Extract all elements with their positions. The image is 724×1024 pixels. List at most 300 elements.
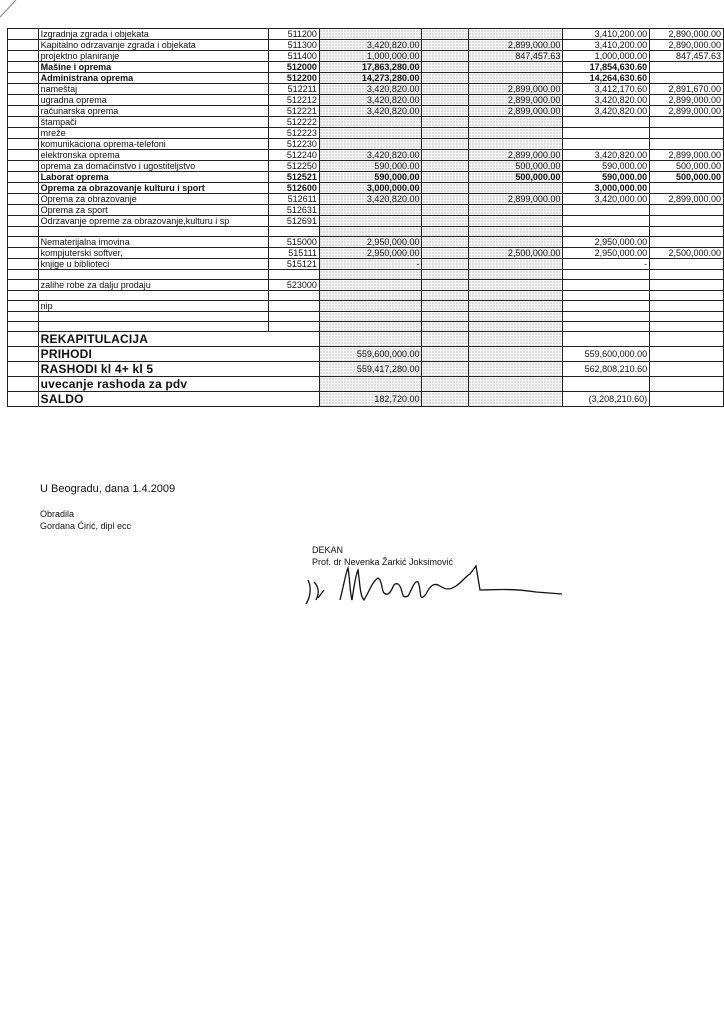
blank-cell — [422, 84, 468, 95]
blank-cell — [8, 73, 39, 84]
blank-cell — [422, 237, 468, 248]
realized-value — [468, 29, 563, 40]
blank-cell — [422, 161, 468, 172]
table-row — [8, 205, 724, 216]
plan-value: 3,420,820.00 — [319, 106, 422, 117]
blank-cell — [422, 194, 468, 205]
blank-cell — [422, 62, 468, 73]
base-value: 847,457.63 — [650, 51, 724, 62]
total-value: 3,420,820.00 — [563, 106, 650, 117]
blank-cell — [422, 270, 468, 280]
account-label: Oprema za obrazovanje — [38, 194, 269, 205]
table-row — [8, 259, 724, 270]
total-value: 2,950,000.00 — [563, 248, 650, 259]
base-value — [650, 301, 724, 312]
account-label: ugradna oprema — [38, 95, 269, 106]
blank-cell — [8, 150, 39, 161]
table-row — [8, 29, 724, 40]
plan-value: 3,420,820.00 — [319, 194, 422, 205]
base-value: 2,899,000.00 — [650, 106, 724, 117]
plan-value: 3,420,820.00 — [319, 95, 422, 106]
base-value — [650, 227, 724, 237]
table-row — [8, 62, 724, 73]
dean-title: DEKAN — [312, 545, 344, 555]
recap-total-value: 559,600,000.00 — [563, 347, 650, 362]
recap-row — [8, 362, 724, 377]
realized-value — [468, 291, 563, 301]
account-label: projektno planiranje — [38, 51, 269, 62]
blank-cell — [422, 377, 468, 392]
recap-row — [8, 332, 724, 347]
account-code: 515000 — [269, 237, 320, 248]
base-value — [650, 216, 724, 227]
total-value — [563, 128, 650, 139]
blank-cell — [422, 73, 468, 84]
base-value: 2,899,000.00 — [650, 150, 724, 161]
prepared-name: Gordana Ćirić, dipl ecc — [40, 521, 132, 531]
total-value: 3,410,200.00 — [563, 29, 650, 40]
total-value: 3,420,000.00 — [563, 194, 650, 205]
account-code: 512211 — [269, 84, 320, 95]
plan-value: 17,863,280.00 — [319, 62, 422, 73]
account-label: nameštaj — [38, 84, 269, 95]
dean-signature — [300, 560, 570, 610]
blank-cell — [8, 301, 39, 312]
realized-value: 2,899,000.00 — [468, 40, 563, 51]
blank-cell — [8, 95, 39, 106]
account-code — [269, 301, 320, 312]
blank-cell — [8, 392, 39, 407]
blank-cell — [8, 377, 39, 392]
plan-value: 3,420,820.00 — [319, 40, 422, 51]
account-label: knjige u biblioteci — [38, 259, 269, 270]
account-code: 512600 — [269, 183, 320, 194]
recap-total-value: 562,808,210.60 — [563, 362, 650, 377]
blank-cell — [422, 29, 468, 40]
blank-cell — [422, 183, 468, 194]
blank-cell — [468, 332, 563, 347]
recap-total-value — [563, 377, 650, 392]
blank-cell — [422, 301, 468, 312]
plan-value — [319, 128, 422, 139]
blank-cell — [468, 347, 563, 362]
realized-value — [468, 227, 563, 237]
realized-value: 500,000.00 — [468, 172, 563, 183]
plan-value: 2,950,000.00 — [319, 237, 422, 248]
blank-cell — [422, 347, 468, 362]
total-value — [563, 205, 650, 216]
account-label: Kapitalno odrzavanje zgrada i objekata — [38, 40, 269, 51]
account-code: 512521 — [269, 172, 320, 183]
blank-cell — [8, 183, 39, 194]
total-value — [563, 270, 650, 280]
account-label: mreže — [38, 128, 269, 139]
blank-cell — [8, 172, 39, 183]
account-label: Odrzavanje opreme za obrazovanje,kulturu i sp — [38, 216, 269, 227]
prepared-by — [40, 508, 131, 532]
blank-cell — [422, 312, 468, 322]
total-value — [563, 139, 650, 150]
recap-plan-value: 182,720.00 — [319, 392, 422, 407]
blank-cell — [422, 40, 468, 51]
scan-corner-mark — [0, 0, 30, 18]
base-value — [650, 259, 724, 270]
base-value — [650, 183, 724, 194]
table-row — [8, 280, 724, 291]
recap-plan-value: 559,600,000.00 — [319, 347, 422, 362]
dean-name: Prof. dr Nevenka Žarkić Joksimović — [312, 557, 454, 567]
recap-total-value: (3,208,210.60) — [563, 392, 650, 407]
blank-cell — [8, 139, 39, 150]
blank-cell — [422, 280, 468, 291]
total-value — [563, 291, 650, 301]
account-label — [38, 322, 269, 332]
table-row — [8, 227, 724, 237]
recap-label: PRIHODI — [38, 347, 319, 362]
table-row — [8, 117, 724, 128]
account-code: 523000 — [269, 280, 320, 291]
blank-cell — [422, 51, 468, 62]
realized-value: 2,899,000.00 — [468, 84, 563, 95]
blank-cell — [422, 150, 468, 161]
base-value: 2,891,670.00 — [650, 84, 724, 95]
total-value: 2,950,000.00 — [563, 237, 650, 248]
blank-cell — [422, 322, 468, 332]
account-code: 511200 — [269, 29, 320, 40]
blank-cell — [8, 312, 39, 322]
plan-value — [319, 139, 422, 150]
table-row — [8, 161, 724, 172]
blank-cell — [650, 377, 724, 392]
table-row — [8, 216, 724, 227]
recap-plan-value — [319, 377, 422, 392]
blank-cell — [422, 117, 468, 128]
account-label — [38, 270, 269, 280]
blank-cell — [8, 128, 39, 139]
account-label: Administrana oprema — [38, 73, 269, 84]
table-row — [8, 51, 724, 62]
total-value: 1,000,000.00 — [563, 51, 650, 62]
realized-value — [468, 259, 563, 270]
base-value — [650, 139, 724, 150]
realized-value — [468, 270, 563, 280]
account-code: 512221 — [269, 106, 320, 117]
account-label: Izgradnja zgrada i objekata — [38, 29, 269, 40]
realized-value: 2,899,000.00 — [468, 194, 563, 205]
account-code: 512222 — [269, 117, 320, 128]
account-code: 512230 — [269, 139, 320, 150]
blank-cell — [8, 332, 39, 347]
blank-cell — [8, 270, 39, 280]
blank-cell — [8, 322, 39, 332]
table-row — [8, 312, 724, 322]
plan-value — [319, 117, 422, 128]
recap-label: REKAPITULACIJA — [38, 332, 319, 347]
account-code: 515121 — [269, 259, 320, 270]
base-value — [650, 205, 724, 216]
recap-label: uvecanje rashoda za pdv — [38, 377, 319, 392]
base-value: 2,890,000.00 — [650, 40, 724, 51]
blank-cell — [8, 362, 39, 377]
plan-value: 2,950,000.00 — [319, 248, 422, 259]
table-row — [8, 183, 724, 194]
place-date: U Beogradu, dana 1.4.2009 — [40, 483, 176, 495]
total-value — [563, 216, 650, 227]
total-value — [563, 312, 650, 322]
realized-value: 2,899,000.00 — [468, 106, 563, 117]
base-value — [650, 312, 724, 322]
blank-cell — [650, 347, 724, 362]
account-code — [269, 270, 320, 280]
blank-cell — [422, 172, 468, 183]
account-code: 511400 — [269, 51, 320, 62]
plan-value — [319, 227, 422, 237]
plan-value — [319, 322, 422, 332]
account-label: Nematerijalna imovina — [38, 237, 269, 248]
blank-cell — [422, 227, 468, 237]
account-label: štampači — [38, 117, 269, 128]
table-row — [8, 291, 724, 301]
recap-row — [8, 392, 724, 407]
blank-cell — [650, 392, 724, 407]
realized-value — [468, 216, 563, 227]
plan-value — [319, 205, 422, 216]
table-row — [8, 84, 724, 95]
blank-cell — [650, 332, 724, 347]
blank-cell — [422, 139, 468, 150]
account-label: Oprema za obrazovanje kulturu i sport — [38, 183, 269, 194]
recap-row — [8, 377, 724, 392]
plan-value: 590,000.00 — [319, 172, 422, 183]
account-code — [269, 227, 320, 237]
blank-cell — [8, 29, 39, 40]
recap-row — [8, 347, 724, 362]
plan-value: 3,420,820.00 — [319, 84, 422, 95]
account-code — [269, 322, 320, 332]
blank-cell — [422, 106, 468, 117]
blank-cell — [8, 40, 39, 51]
total-value — [563, 301, 650, 312]
account-code: 512611 — [269, 194, 320, 205]
plan-value — [319, 301, 422, 312]
account-code: 512223 — [269, 128, 320, 139]
blank-cell — [8, 259, 39, 270]
table-row — [8, 128, 724, 139]
account-code — [269, 291, 320, 301]
total-value: 3,420,820.00 — [563, 150, 650, 161]
plan-value — [319, 280, 422, 291]
total-value: - — [563, 259, 650, 270]
realized-value — [468, 205, 563, 216]
blank-cell — [8, 51, 39, 62]
blank-cell — [422, 291, 468, 301]
plan-value: 3,000,000.00 — [319, 183, 422, 194]
table-row — [8, 322, 724, 332]
account-code: 512250 — [269, 161, 320, 172]
blank-cell — [422, 216, 468, 227]
realized-value — [468, 237, 563, 248]
total-value: 590,000.00 — [563, 161, 650, 172]
account-code: 512691 — [269, 216, 320, 227]
realized-value — [468, 73, 563, 84]
blank-cell — [8, 347, 39, 362]
table-row — [8, 248, 724, 259]
account-label: Oprema za sport — [38, 205, 269, 216]
account-label: komunikaciona oprema-telefoni — [38, 139, 269, 150]
table-row — [8, 95, 724, 106]
base-value: 500,000.00 — [650, 161, 724, 172]
recap-plan-value — [319, 332, 422, 347]
account-code: 511300 — [269, 40, 320, 51]
plan-value — [319, 312, 422, 322]
realized-value — [468, 117, 563, 128]
total-value: 14,264,630.60 — [563, 73, 650, 84]
blank-cell — [422, 392, 468, 407]
blank-cell — [650, 362, 724, 377]
table-row — [8, 172, 724, 183]
base-value — [650, 237, 724, 248]
blank-cell — [8, 62, 39, 73]
account-code: 512200 — [269, 73, 320, 84]
account-label — [38, 291, 269, 301]
total-value: 17,854,630.60 — [563, 62, 650, 73]
blank-cell — [8, 117, 39, 128]
blank-cell — [8, 106, 39, 117]
base-value — [650, 280, 724, 291]
blank-cell — [422, 259, 468, 270]
blank-cell — [422, 332, 468, 347]
table-row — [8, 150, 724, 161]
total-value — [563, 117, 650, 128]
plan-value — [319, 29, 422, 40]
account-label — [38, 312, 269, 322]
account-label: nip — [38, 301, 269, 312]
realized-value: 2,500,000.00 — [468, 248, 563, 259]
base-value — [650, 117, 724, 128]
table-row — [8, 73, 724, 84]
blank-cell — [422, 362, 468, 377]
realized-value: 847,457.63 — [468, 51, 563, 62]
base-value — [650, 62, 724, 73]
account-label — [38, 227, 269, 237]
realized-value — [468, 301, 563, 312]
base-value — [650, 73, 724, 84]
total-value — [563, 280, 650, 291]
blank-cell — [468, 392, 563, 407]
blank-cell — [468, 377, 563, 392]
base-value — [650, 128, 724, 139]
account-code: 515111 — [269, 248, 320, 259]
plan-value: - — [319, 259, 422, 270]
base-value: 2,500,000.00 — [650, 248, 724, 259]
realized-value: 500,000.00 — [468, 161, 563, 172]
account-label: računarska oprema — [38, 106, 269, 117]
plan-value: 14,273,280.00 — [319, 73, 422, 84]
account-label: Laborat oprema — [38, 172, 269, 183]
realized-value — [468, 322, 563, 332]
table-row — [8, 106, 724, 117]
blank-cell — [8, 237, 39, 248]
realized-value — [468, 280, 563, 291]
realized-value: 2,899,000.00 — [468, 95, 563, 106]
account-code: 512631 — [269, 205, 320, 216]
account-code: 512212 — [269, 95, 320, 106]
realized-value — [468, 312, 563, 322]
prepared-label: Obradila — [40, 509, 75, 519]
blank-cell — [8, 227, 39, 237]
recap-plan-value: 559,417,280.00 — [319, 362, 422, 377]
total-value: 3,420,820.00 — [563, 95, 650, 106]
blank-cell — [422, 205, 468, 216]
base-value: 2,899,000.00 — [650, 194, 724, 205]
account-label: Mašine i oprema — [38, 62, 269, 73]
plan-value — [319, 270, 422, 280]
base-value — [650, 291, 724, 301]
total-value: 590,000.00 — [563, 172, 650, 183]
realized-value: 2,899,000.00 — [468, 150, 563, 161]
account-label: elektronska oprema — [38, 150, 269, 161]
account-code — [269, 312, 320, 322]
realized-value — [468, 139, 563, 150]
blank-cell — [8, 194, 39, 205]
plan-value: 3,420,820.00 — [319, 150, 422, 161]
table-row — [8, 40, 724, 51]
blank-cell — [8, 216, 39, 227]
table-row — [8, 301, 724, 312]
table-row — [8, 270, 724, 280]
table-row — [8, 237, 724, 248]
financial-table — [7, 28, 724, 407]
total-value — [563, 227, 650, 237]
plan-value: 590,000.00 — [319, 161, 422, 172]
account-code: 512240 — [269, 150, 320, 161]
account-label: zalihe robe za dalju prodaju — [38, 280, 269, 291]
table-row — [8, 194, 724, 205]
blank-cell — [8, 280, 39, 291]
blank-cell — [8, 84, 39, 95]
recap-label: SALDO — [38, 392, 319, 407]
realized-value — [468, 62, 563, 73]
table-row — [8, 139, 724, 150]
realized-value — [468, 128, 563, 139]
recap-label: RASHODI kl 4+ kl 5 — [38, 362, 319, 377]
account-code: 512000 — [269, 62, 320, 73]
base-value: 2,899,000.00 — [650, 95, 724, 106]
base-value — [650, 322, 724, 332]
recap-total-value — [563, 332, 650, 347]
realized-value — [468, 183, 563, 194]
plan-value — [319, 216, 422, 227]
total-value — [563, 322, 650, 332]
base-value — [650, 270, 724, 280]
blank-cell — [8, 291, 39, 301]
total-value: 3,000,000.00 — [563, 183, 650, 194]
total-value: 3,410,200.00 — [563, 40, 650, 51]
total-value: 3,412,170.60 — [563, 84, 650, 95]
blank-cell — [468, 362, 563, 377]
plan-value: 1,000,000.00 — [319, 51, 422, 62]
blank-cell — [422, 128, 468, 139]
blank-cell — [8, 248, 39, 259]
plan-value — [319, 291, 422, 301]
base-value: 2,890,000.00 — [650, 29, 724, 40]
blank-cell — [422, 248, 468, 259]
account-label: kompjuterski softver, — [38, 248, 269, 259]
blank-cell — [8, 205, 39, 216]
blank-cell — [422, 95, 468, 106]
base-value: 500,000.00 — [650, 172, 724, 183]
blank-cell — [8, 161, 39, 172]
